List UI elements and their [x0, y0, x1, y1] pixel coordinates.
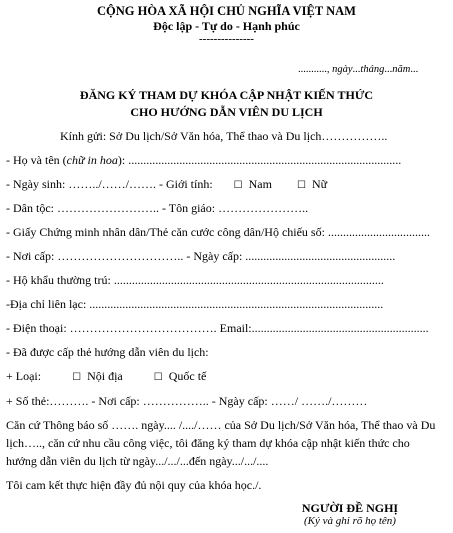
- date-year-label: năm: [392, 64, 411, 75]
- signature-block: [270, 501, 430, 528]
- field-issue-place-date: - Nơi cấp: ………………………….. - Ngày cấp: ..................................................: [6, 249, 396, 263]
- domestic-label: Nội địa: [87, 369, 123, 383]
- body-paragraph-1-line-2: lịch….., căn cứ nhu cầu công việc, tôi đăng ký tham dự khóa cập nhật kiến thức cho: [6, 436, 410, 450]
- card-type-label: + Loại:: [6, 369, 42, 383]
- national-motto: Độc lập - Tự do - Hạnh phúc: [153, 19, 300, 33]
- body-paragraph-2: Tôi cam kết thực hiện đầy đủ nội quy của khóa học./.: [6, 478, 262, 492]
- international-label: Quốc tế: [168, 369, 207, 383]
- field-contact-address: -Địa chỉ liên lạc: ..................................................................................................: [6, 297, 384, 311]
- title-line-1: ĐĂNG KÝ THAM DỰ KHÓA CẬP NHẬT KIẾN THỨC: [79, 88, 374, 102]
- dob-label: - Ngày sinh: ……../……/……. - Giới tính:: [6, 177, 213, 191]
- field-id-card: - Giấy Chứng minh nhân dân/Thẻ căn cước công dân/Hộ chiếu số: ..................................: [6, 225, 430, 239]
- date-place: ...........,: [298, 64, 330, 75]
- addressee: Kính gửi: Sở Du lịch/Sở Văn hóa, Thể thao và Du lịch……………..: [60, 129, 388, 143]
- field-card-number: + Số thẻ:………. - Nơi cấp: …………….. - Ngày cấp: ……/ ……./………: [6, 394, 368, 408]
- field-dob-gender: [6, 177, 327, 193]
- title-line-2: CHO HƯỚNG DẪN VIÊN DU LỊCH: [130, 105, 323, 119]
- date-month-label: tháng: [360, 64, 385, 75]
- checkbox-domestic[interactable]: ☐: [72, 372, 82, 383]
- date-day-label: ngày: [329, 64, 353, 75]
- date-year-dots: ...: [410, 64, 419, 75]
- date-month-dots: ...: [384, 64, 393, 75]
- date-line: [298, 63, 418, 77]
- signature-title: NGƯỜI ĐỀ NGHỊ: [301, 501, 399, 515]
- signature-note: (Ký và ghi rõ họ tên): [304, 515, 396, 527]
- field-phone-email: - Điện thoại: ………………………………. Email:...........................................................: [6, 321, 429, 335]
- field-card-type: [6, 369, 206, 385]
- field-full-name: - Họ và tên (chữ in hoa): ...........................................................................................: [6, 153, 402, 167]
- field-ethnicity-religion: - Dân tộc: …………………….. - Tôn giáo: …………………..: [6, 201, 309, 215]
- checkbox-female[interactable]: ☐: [296, 180, 306, 191]
- checkbox-male[interactable]: ☐: [233, 180, 243, 191]
- date-day-dots: ...: [352, 64, 361, 75]
- country-name: CỘNG HÒA XÃ HỘI CHỦ NGHĨA VIỆT NAM: [97, 4, 356, 18]
- motto-underline: ---------------: [199, 33, 254, 45]
- body-paragraph-1-line-3: hướng dẫn viên du lịch từ ngày.../.../...đến ngày.../.../....: [6, 454, 269, 468]
- gender-male-label: Nam: [248, 177, 272, 191]
- body-paragraph-1-line-1: Căn cứ Thông báo số ……. ngày.... /..../…… của Sở Du lịch/Sở Văn hóa, Thể thao và Du: [6, 418, 436, 432]
- field-residence: - Hộ khẩu thường trú: ..........................................................................................: [6, 273, 384, 287]
- checkbox-international[interactable]: ☐: [153, 372, 163, 383]
- gender-female-label: Nữ: [311, 177, 328, 191]
- field-card-issued: - Đã được cấp thẻ hướng dẫn viên du lịch:: [6, 345, 209, 359]
